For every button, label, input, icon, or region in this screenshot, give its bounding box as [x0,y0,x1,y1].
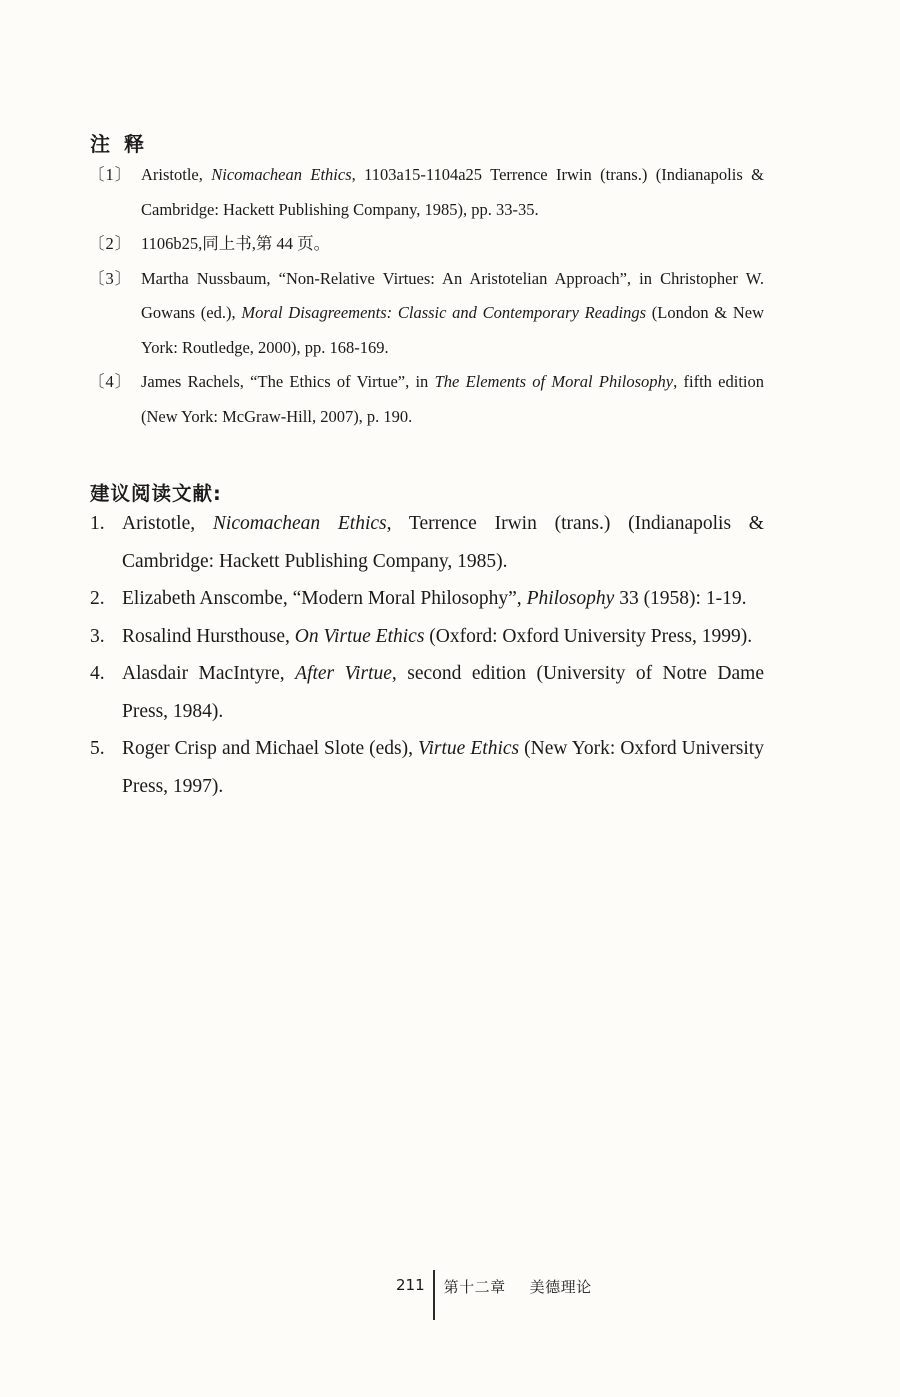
note-item [88,365,764,434]
citation-text: Rosalind Hursthouse, [122,625,295,647]
note-item-text [141,227,764,262]
citation-text: Martha Nussbaum, “Non-Relative Virtues: An Aristotelian Approach”, in Christopher W. Gowans (ed.), [141,268,764,322]
reading-item-number: 2. [90,588,105,609]
reading-item-number: 1. [90,513,105,534]
note-item-number: 〔3〕 [88,268,133,288]
reading-item [90,580,764,618]
note-item-text [141,158,764,227]
citation-text: 1106b25,同上书,第 44 页。 [141,234,331,253]
citation-text: (London & New York: Routledge, 2000), pp. 168-169. [141,303,764,357]
page-footer [396,1270,592,1320]
citation-text: , fifth edition (New York: McGraw-Hill, 2007), p. 190. [141,372,765,426]
reading-heading: 建议阅读文献: [90,482,222,505]
reading-item-number: 5. [90,738,105,759]
note-item-number: 〔4〕 [88,372,133,391]
chapter-title: 美德理论 [529,1278,592,1296]
reading-item-text [122,655,764,730]
note-item-number: 〔2〕 [88,234,133,253]
work-title: After Virtue [295,663,392,684]
work-title: The Elements of Moral Philosophy [434,372,674,391]
citation-text: Alasdair MacIntyre, [122,663,296,684]
citation-text: Roger Crisp and Michael Slote (eds), [122,738,419,759]
note-item-text [141,365,764,434]
note-item-text [141,262,764,366]
reading-item-number: 4. [90,663,105,684]
citation-text: 33 (1958): 1-19. [614,588,747,609]
reading-item [90,505,764,580]
work-title: Moral Disagreements: Classic and Contemporary Readings [241,303,647,322]
reading-item-text [122,730,764,805]
note-item [88,158,764,227]
citation-text: (Oxford: Oxford University Press, 1999). [424,625,753,647]
work-title: Philosophy [526,588,615,609]
reading-item-text [122,618,764,656]
reading-item [90,730,764,805]
note-item [88,262,764,366]
chapter-number: 第十二章 [443,1278,506,1296]
note-item [88,227,764,262]
work-title: On Virtue Ethics [294,625,425,647]
work-title: Nicomachean Ethics [211,165,352,184]
citation-text: , Terrence Irwin (trans.) (Indianapolis & Cambridge: Hackett Publishing Company, 1985). [122,513,764,572]
notes-heading: 注释 [90,132,158,156]
reading-item-number: 3. [90,625,105,647]
citation-text: , 1103a15-1104a25 Terrence Irwin (trans.) (Indianapolis & Cambridge: Hackett Publishing Company, 1985), pp. 33-35. [141,165,764,219]
work-title: Nicomachean Ethics [212,513,387,534]
citation-text: (New York: Oxford University Press, 1997). [122,738,764,797]
reading-item [90,618,764,656]
citation-text: Aristotle, [122,513,213,534]
citation-text: Elizabeth Anscombe, “Modern Moral Philosophy”, [122,588,527,609]
reading-list [90,505,764,805]
citation-text: Aristotle, [141,165,212,184]
work-title: Virtue Ethics [418,738,520,759]
chapter-label [444,1276,592,1297]
page-number: 211 [396,1276,425,1294]
citation-text: James Rachels, “The Ethics of Virtue”, in [141,372,435,391]
footer-divider [433,1270,435,1320]
notes-list [88,158,764,434]
reading-item-text [122,580,764,618]
citation-text: , second edition (University of Notre Dame Press, 1984). [122,663,764,722]
reading-item-text [122,505,764,580]
reading-item [90,655,764,730]
note-item-number: 〔1〕 [88,165,133,184]
